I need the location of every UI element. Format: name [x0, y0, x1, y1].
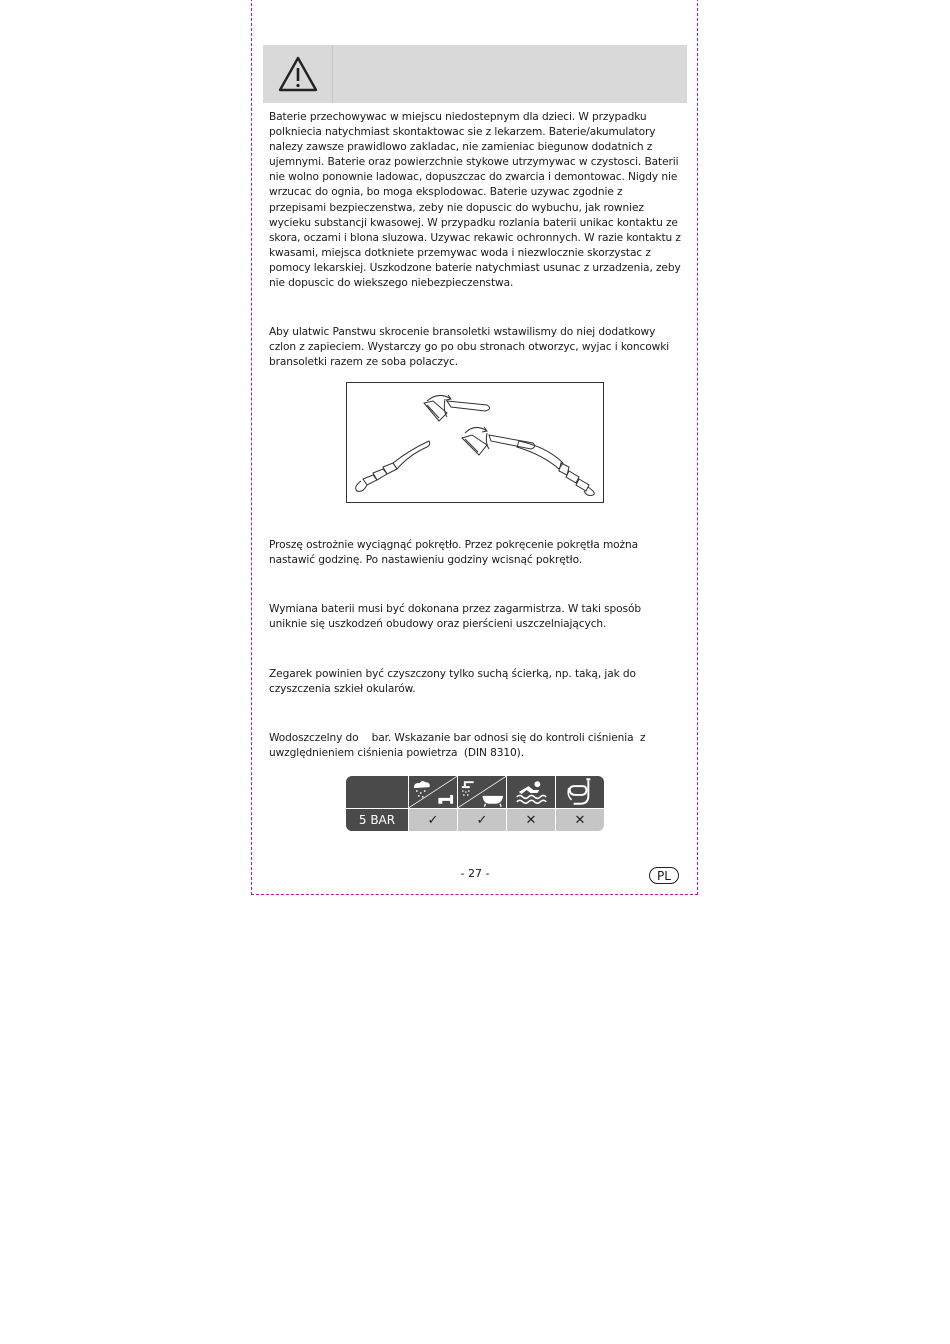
water-resistance-text: Wodoszczelny do bar. Wskazanie bar odnosi się do kontroli ciśnienia z uwzględnieniem ciśnienia powietrza (DIN 8310).	[269, 732, 649, 760]
battery-warning-text: Baterie przechowywac w miejscu niedostepnym dla dzieci. W przypadku polkniecia natychmiast skontaktowac sie z lekarzem. Baterie/akumulatory nalezy zawsze prawidlowo zakladac, nie zamieniac biegunow dodatnich z ujemnymi. Baterie oraz powierzchnie stykowe utrzymywac w czystosci. Baterii nie wolno ponownie ladowac, dopuszczac do zwarcia i demontowac. Nigdy nie wrzucac do ognia, bo moga eksplodowac. Baterie uzywac zgodnie z przepisami bezpieczenstwa, zeby nie dopuscic do wybuchu, jak rowniez wycieku substancji kwasowej. W przypadku rozlania baterii unikac kontaktu ze skora, oczami i blona sluzowa. Uzywac rekawic ochronnych. W razie kontaktu z kwasami, miejsca dotkniete przemywac woda i niezwlocznie skorzystac z pomocy lekarskiej. Uszkodzone baterie natychmiast usunac z urzadzenia, zeby nie dopuscic do wiekszego niebezpieczenstwa.	[269, 111, 681, 290]
shower-bath-icon	[457, 776, 506, 808]
water-resistance-table	[346, 776, 604, 831]
page-number: - 27 -	[460, 867, 490, 880]
warning-icon-cell	[263, 45, 333, 103]
rain-splash-icon	[408, 776, 457, 808]
crown-setting-text: Proszę ostrożnie wyciągnąć pokrętło. Przez pokręcenie pokrętła można nastawić godzinę. Po nastawieniu godziny wcisnąć pokrętło.	[269, 539, 639, 567]
snorkel-icon	[555, 776, 604, 808]
snorkel-cross-mark: ✕	[555, 809, 604, 831]
water-rating-label: 5 BAR	[346, 809, 408, 831]
cleaning-text: Zegarek powinien być czyszczony tylko suchą ścierką, np. taką, jak do czyszczenia szkieł okularów.	[269, 668, 636, 696]
language-badge: PL	[649, 867, 679, 884]
swimming-cross-mark: ✕	[506, 809, 555, 831]
rain-check-mark: ✓	[408, 809, 457, 831]
bracelet-shortening-text: Aby ulatwic Panstwu skrocenie bransoletki wstawilismy do niej dodatkowy czlon z zapieciem. Wystarczy go po obu stronach otworzyc, wyjac i koncowki bransoletki razem ze soba polaczyc.	[269, 326, 670, 369]
water-table-values-row	[346, 809, 604, 831]
warning-triangle-icon	[277, 55, 319, 93]
swimming-icon	[506, 776, 555, 808]
warning-header	[263, 45, 687, 103]
shower-check-mark: ✓	[457, 809, 506, 831]
bracelet-illustration	[347, 383, 603, 502]
bracelet-figure	[346, 382, 604, 503]
battery-change-text: Wymiana baterii musi być dokonana przez zagarmistrza. W taki sposób uniknie się uszkodzeń obudowy oraz pierścieni uszczelniających.	[269, 603, 641, 631]
water-table-icons-row	[346, 776, 604, 808]
